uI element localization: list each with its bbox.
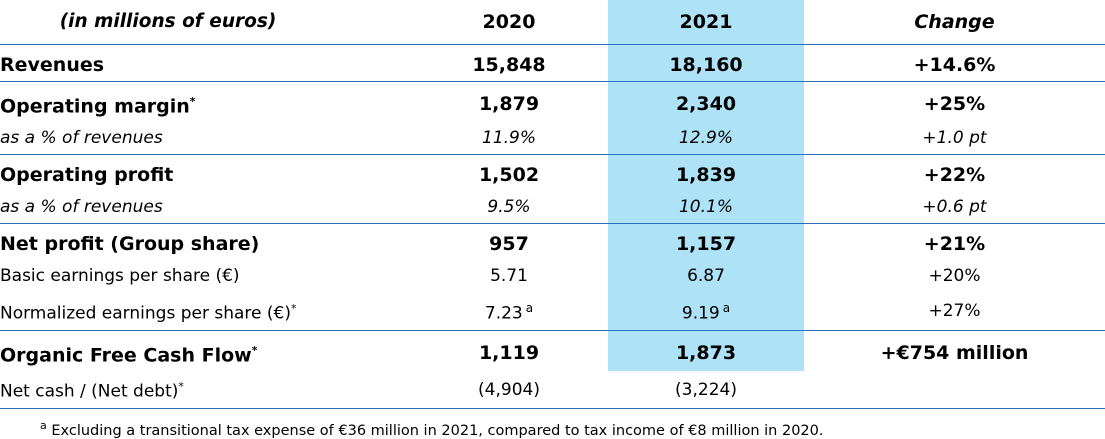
net-cash-change [804,371,1105,408]
ofcf-change: +€754 million [880,342,1029,365]
net-profit-2020: 957 [489,233,529,256]
net-profit-change: +21% [923,233,986,256]
row-label-net-profit: Net profit (Group share) [0,233,260,256]
net-cash-2020: (4,904) [478,379,540,400]
margin-pct-2020: 11.9% [481,128,536,149]
revenues-2020: 15,848 [472,54,546,76]
operating-margin-2021: 2,340 [675,93,737,116]
header-change: Change [914,11,995,33]
table-row [0,49,1105,81]
table-row [0,86,1105,122]
row-label-operating-margin [0,86,410,122]
basic-eps-2021: 6.87 [687,266,725,287]
margin-pct-2021: 12.9% [678,128,733,149]
operating-margin-label-text: Operating margin [0,95,190,118]
row-label-revenues: Revenues [0,54,105,76]
row-label-operating-profit: Operating profit [0,164,174,187]
revenues-2021: 18,160 [669,54,743,76]
normalized-eps-2020-value: 7.23 [484,303,523,324]
operating-margin-2020: 1,879 [478,93,540,116]
table-row [0,228,1105,260]
asterisk-mark: * [178,380,184,394]
row-label-profit-pct-revenues: as a % of revenues [0,197,163,218]
asterisk-mark: * [189,95,196,108]
footnote-mark: a [40,418,47,432]
table-row [0,371,1105,408]
table-row [0,260,1105,292]
normalized-eps-change: +27% [928,301,981,322]
row-label-normalized-eps [0,292,410,330]
row-label-net-cash-debt [0,371,410,408]
footnote [0,409,1105,439]
table-row [0,335,1105,371]
asterisk-mark: * [290,301,297,315]
profit-pct-2021: 10.1% [678,197,733,218]
basic-eps-2020: 5.71 [490,266,528,287]
ofcf-2021: 1,873 [675,342,737,365]
table-row [0,191,1105,223]
footnote-mark-a: a [525,301,534,316]
table-header-row [0,0,1105,44]
row-label-basic-eps: Basic earnings per share (€) [0,266,240,287]
revenues-change: +14.6% [913,54,996,76]
profit-pct-change: +0.6 pt [922,197,987,218]
normalized-eps-2021 [608,292,804,330]
header-2021: 2021 [679,11,733,33]
header-units-label: (in millions of euros) [59,11,277,32]
profit-pct-2020: 9.5% [487,197,531,218]
ofcf-label-text: Organic Free Cash Flow [0,344,252,367]
ofcf-2020: 1,119 [478,342,540,365]
normalized-eps-2021-value: 9.19 [681,303,720,324]
normalized-eps-label-text: Normalized earnings per share (€) [0,303,291,324]
operating-profit-2021: 1,839 [675,164,737,187]
row-label-organic-free-cash-flow [0,335,410,371]
net-profit-2021: 1,157 [675,233,737,256]
net-cash-label-text: Net cash / (Net debt) [0,381,179,402]
margin-pct-change: +1.0 pt [922,128,987,149]
table-row [0,292,1105,330]
row-label-margin-pct-revenues: as a % of revenues [0,128,163,149]
footnote-text: Excluding a transitional tax expense of €36 million in 2021, compared to tax income of €8 million in 2020. [51,422,824,439]
operating-profit-2020: 1,502 [478,164,540,187]
table-row [0,159,1105,191]
asterisk-mark: * [251,343,258,357]
normalized-eps-2020 [410,292,608,330]
net-cash-2021: (3,224) [675,379,737,400]
table-row [0,122,1105,154]
header-2020: 2020 [482,11,536,33]
operating-margin-change: +25% [923,93,986,116]
operating-profit-change: +22% [923,164,986,187]
footnote-mark-a: a [722,301,731,316]
basic-eps-change: +20% [928,266,981,287]
